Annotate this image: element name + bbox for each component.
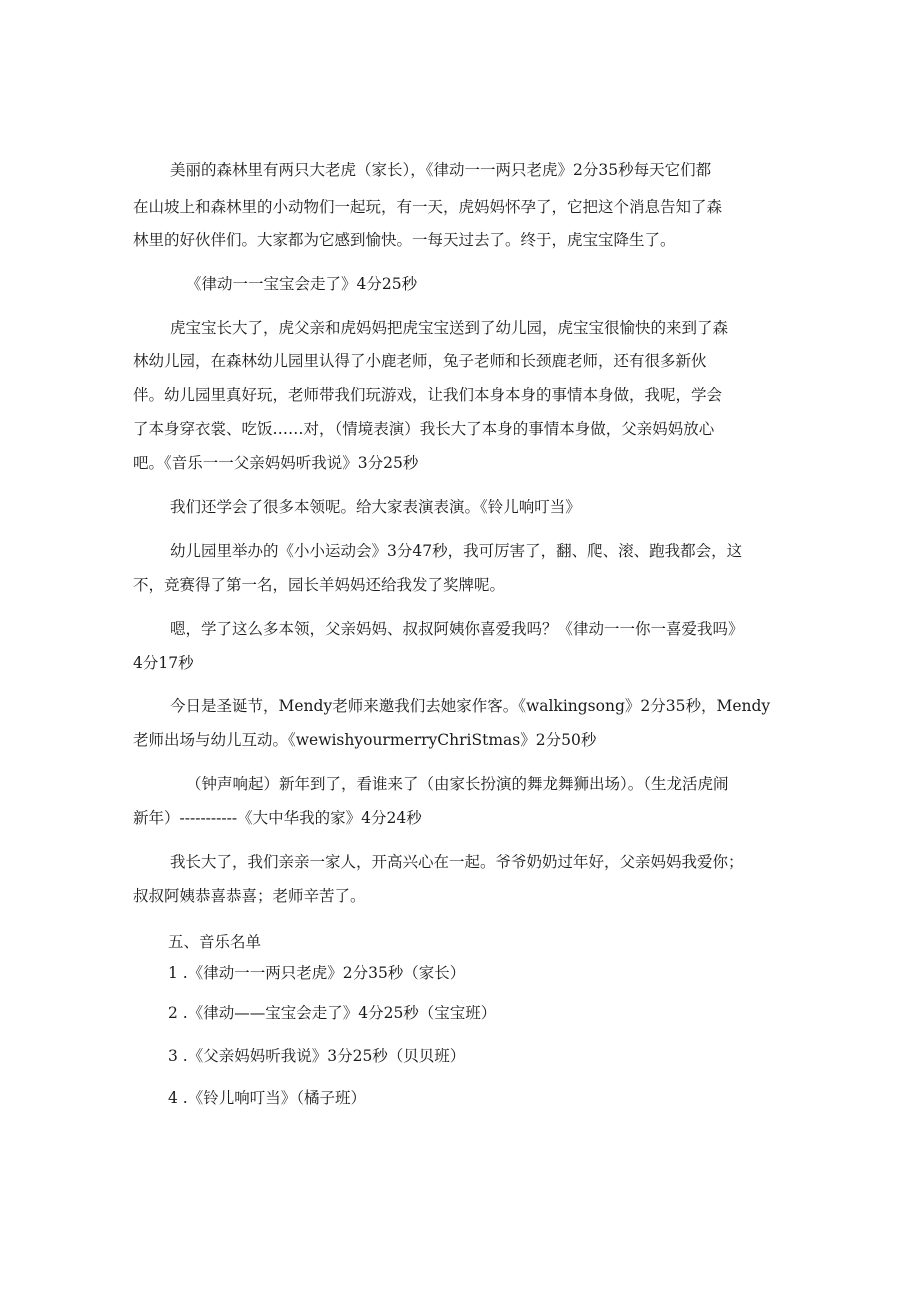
music-list-item-2: 2 .《律动——宝宝会走了》4分25秒（宝宝班）	[168, 1004, 497, 1022]
section-title: 五、音乐名单	[168, 933, 262, 951]
paragraph-1-line-2: 在山坡上和森林里的小动物们一起玩，有一天，虎妈妈怀孕了，它把这个消息告知了森	[133, 198, 723, 216]
paragraph-3-line-5: 吧。《音乐一一父亲妈妈听我说》3分25秒	[133, 454, 419, 472]
paragraph-9-line-1: 我长大了，我们亲亲一家人，开高兴心在一起。爷爷奶奶过年好，父亲妈妈我爱你；	[170, 853, 744, 871]
paragraph-7-line-1: 今日是圣诞节，Mendy老师来邀我们去她家作客。《walkingsong》2分35秒，Mendy	[170, 697, 771, 715]
paragraph-1-line-3: 林里的好伙伴们。大家都为它感到愉快。一每天过去了。终于，虎宝宝降生了。	[133, 231, 676, 249]
paragraph-3-line-2: 林幼儿园，在森林幼儿园里认得了小鹿老师，兔子老师和长颈鹿老师，还有很多新伙	[133, 352, 707, 370]
music-list-item-3: 3 .《父亲妈妈听我说》3分25秒（贝贝班）	[168, 1047, 466, 1065]
paragraph-6-line-1: 嗯，学了这么多本领，父亲妈妈、叔叔阿姨你喜爱我吗？《律动一一你一喜爱我吗》	[170, 620, 744, 638]
paragraph-5-line-1: 幼儿园里举办的《小小运动会》3分47秒，我可厉害了，翻、爬、滚、跑我都会，这	[170, 542, 743, 560]
music-list-item-1: 1 .《律动一一两只老虎》2分35秒（家长）	[168, 964, 466, 982]
paragraph-6-line-2: 4分17秒	[133, 654, 194, 672]
paragraph-3-line-4: 了本身穿衣裳、吃饭……对，（情境表演）我长大了本身的事情本身做，父亲妈妈放心	[133, 420, 715, 438]
paragraph-7-line-2: 老师出场与幼儿互动。《wewishyourmerryChriStmas》2分50秒	[133, 731, 597, 749]
paragraph-9-line-2: 叔叔阿姨恭喜恭喜；老师辛苦了。	[133, 887, 366, 905]
paragraph-8-line-1: （钟声响起）新年到了，看谁来了（由家长扮演的舞龙舞狮出场）。（生龙活虎闹	[186, 775, 729, 793]
paragraph-4: 我们还学会了很多本领呢。给大家表演表演。《铃儿响叮当》	[170, 498, 581, 516]
music-list-item-4: 4 .《铃儿响叮当》（橘子班）	[168, 1089, 366, 1107]
paragraph-1-line-1: 美丽的森林里有两只大老虎（家长），《律动一一两只老虎》2分35秒每天它们都	[170, 161, 712, 179]
paragraph-8-line-2: 新年）-----------《大中华我的家》4分24秒	[133, 809, 422, 827]
paragraph-3-line-3: 伴。幼儿园里真好玩，老师带我们玩游戏，让我们本身本身的事情本身做，我呢，学会	[133, 386, 723, 404]
paragraph-3-line-1: 虎宝宝长大了，虎父亲和虎妈妈把虎宝宝送到了幼儿园，虎宝宝很愉快的来到了森	[170, 319, 729, 337]
paragraph-2: 《律动一一宝宝会走了》4分25秒	[186, 275, 418, 293]
paragraph-5-line-2: 不，竞赛得了第一名，园长羊妈妈还给我发了奖牌呢。	[133, 576, 506, 594]
